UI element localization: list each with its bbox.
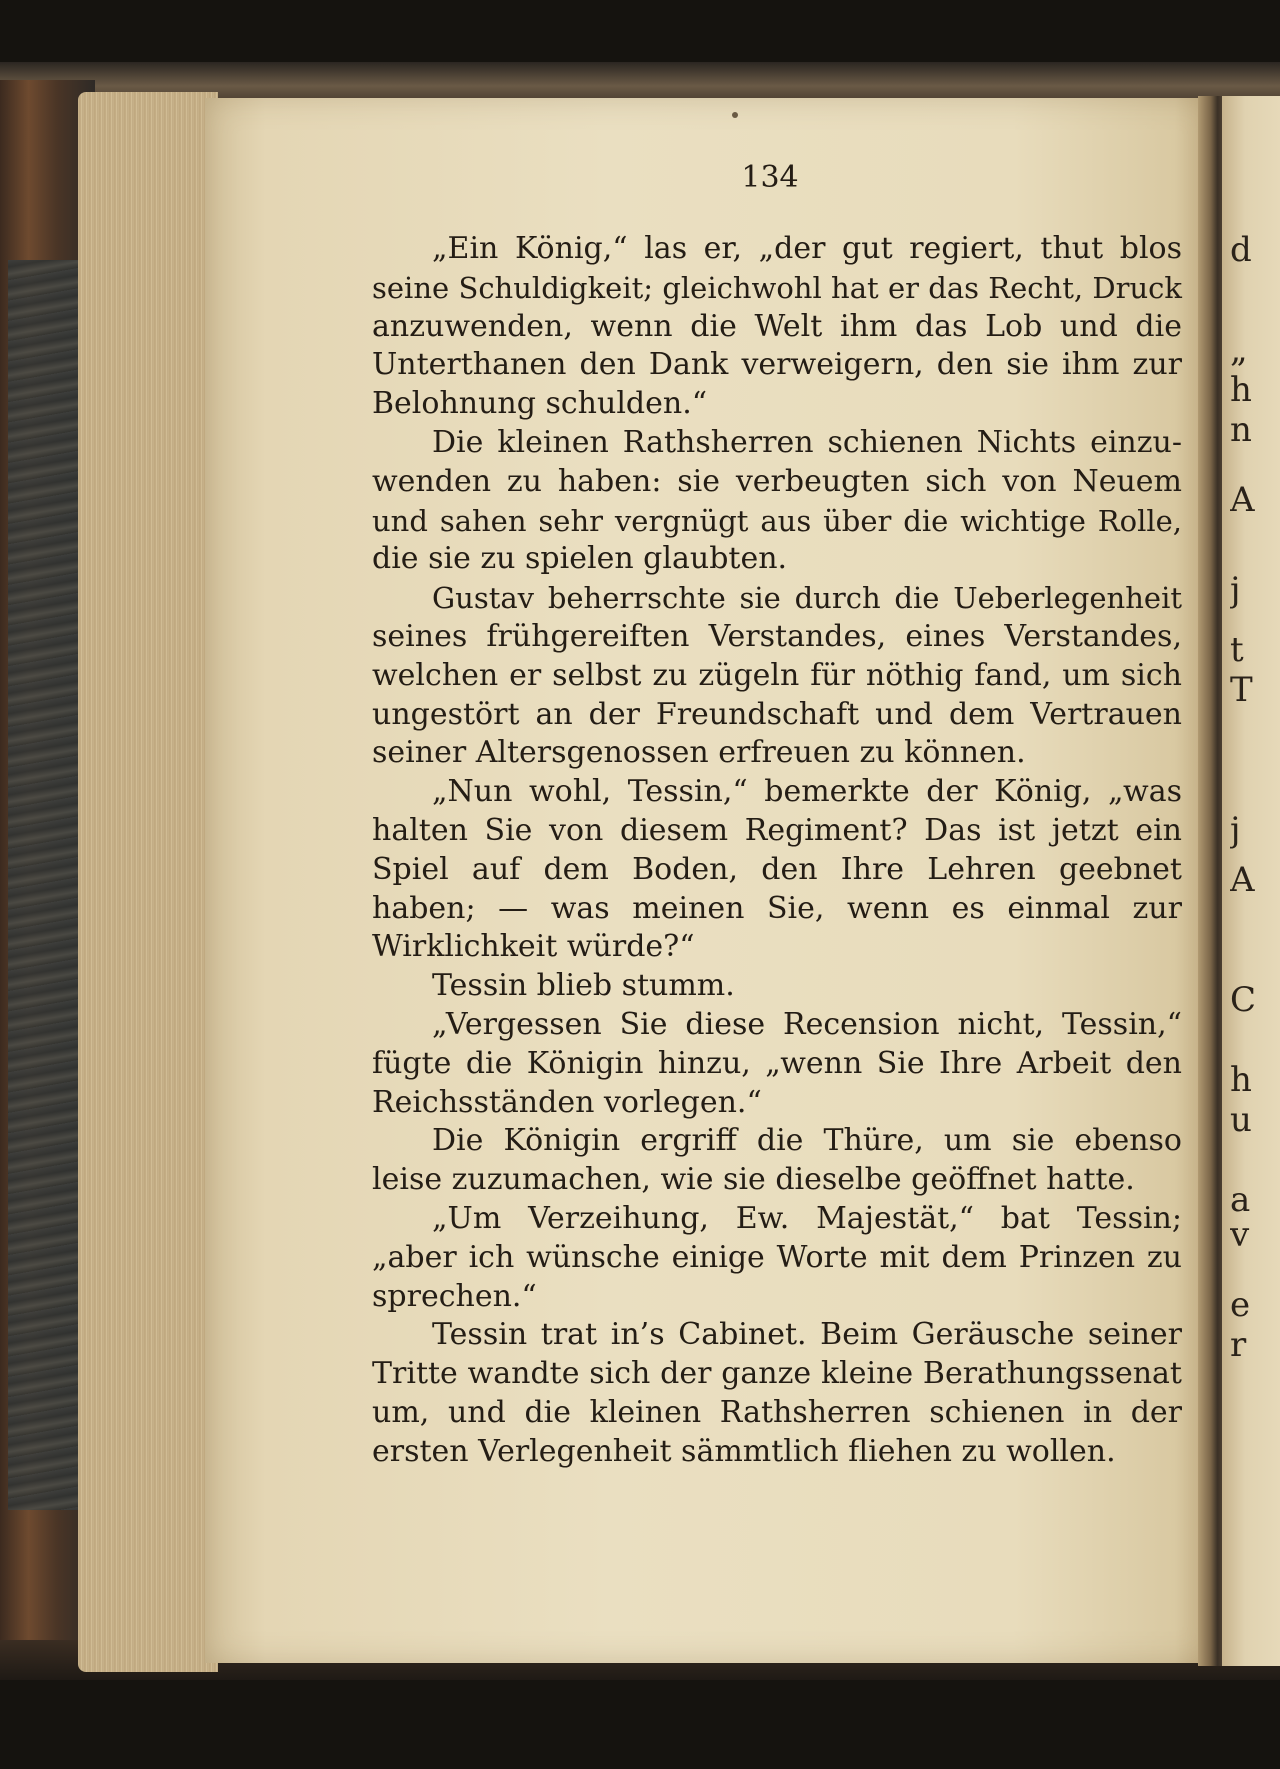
facing-text-fragment: h (1230, 1060, 1252, 1100)
facing-text-fragment: u (1230, 1100, 1252, 1140)
text-line: wenden zu haben: sie verbeugten sich von Neuem (372, 463, 1182, 499)
text-line: leise zuzumachen, wie sie dieselbe geöffnet hatte. (372, 1162, 1135, 1198)
facing-text-fragment: T (1230, 670, 1253, 710)
text-line: Die kleinen Rathsherren schienen Nichts einzu- (432, 424, 1182, 460)
text-line: Belohnung schulden.“ (372, 386, 708, 422)
facing-text-fragment: t (1230, 630, 1244, 670)
text-line: welchen er selbst zu zügeln für nöthig fand, um sich (372, 657, 1182, 693)
text-line: Reichsständen vorlegen.“ (372, 1084, 762, 1120)
facing-text-fragment: A (1230, 860, 1255, 900)
facing-text-fragment: v (1230, 1215, 1250, 1255)
text-line: Tessin blieb stumm. (432, 968, 735, 1004)
text-line: Die Königin ergriff die Thüre, um sie ebenso (432, 1123, 1182, 1159)
text-line: und sahen sehr vergnügt aus über die wichtige Rolle, (372, 503, 1182, 538)
text-line: Wirklichkeit würde?“ (372, 929, 695, 965)
text-line: Tritte wandte sich der ganze kleine Berathungssenat (372, 1356, 1182, 1392)
text-line: halten Sie von diesem Regiment? Das ist jetzt ein (372, 812, 1182, 848)
text-line: seines frühgereiften Verstandes, eines Verstandes, (372, 618, 1182, 654)
text-line: „Nun wohl, Tessin,“ bemerkte der König, „was (432, 774, 1182, 810)
text-line: „aber ich wünsche einige Worte mit dem Prinzen zu (372, 1239, 1182, 1275)
facing-page (1222, 96, 1280, 1666)
text-line: „Um Verzeihung, Ew. Majestät,“ bat Tessin; (432, 1200, 1182, 1236)
facing-text-fragment: n (1230, 410, 1252, 450)
text-line: Tessin trat in’s Cabinet. Beim Geräusche seiner (432, 1317, 1182, 1353)
text-line: die sie zu spielen glaubten. (372, 541, 788, 577)
facing-text-fragment: e (1230, 1285, 1251, 1325)
text-line: „Ein König,“ las er, „der gut regiert, thut blos (432, 231, 1182, 266)
text-line: um, und die kleinen Rathsherren schienen in der (372, 1394, 1182, 1430)
text-line: ungestört an der Freundschaft und dem Vertrauen (372, 696, 1182, 732)
page-speck (732, 112, 738, 118)
worn-cover-patch (8, 260, 78, 1510)
page-number: 134 (741, 160, 799, 195)
facing-text-fragment: A (1230, 480, 1255, 520)
facing-text-fragment: d (1230, 230, 1252, 270)
facing-text-fragment: a (1230, 1180, 1251, 1220)
text-line: ersten Verlegenheit sämmtlich fliehen zu wollen. (372, 1433, 1116, 1469)
facing-text-fragment: h (1230, 370, 1252, 410)
text-line: Unterthanen den Dank verweigern, den sie ihm zur (372, 347, 1182, 383)
text-line: Spiel auf dem Boden, den Ihre Lehren geebnet (372, 851, 1182, 887)
facing-text-fragment: „ (1230, 330, 1248, 370)
text-line: seine Schuldigkeit; gleichwohl hat er das Recht, Druck (372, 270, 1182, 305)
text-line: haben; — was meinen Sie, wenn es einmal zur (372, 890, 1182, 926)
text-line: seiner Altersgenossen erfreuen zu können. (372, 735, 1026, 771)
facing-text-fragment: j (1230, 810, 1241, 850)
facing-text-fragment: j (1230, 570, 1241, 610)
text-line: Gustav beherrschte sie durch die Ueberlegenheit (432, 581, 1182, 616)
facing-text-fragment: C (1230, 980, 1257, 1020)
page-text (372, 230, 1182, 1472)
text-line: „Vergessen Sie diese Recension nicht, Tessin,“ (432, 1006, 1182, 1042)
text-line: fügte die Königin hinzu, „wenn Sie Ihre Arbeit den (372, 1045, 1182, 1081)
text-line: anzuwenden, wenn die Welt ihm das Lob und die (372, 308, 1182, 344)
facing-text-fragment: r (1230, 1325, 1247, 1365)
text-line: sprechen.“ (372, 1278, 537, 1314)
page-block-edges (78, 92, 218, 1672)
